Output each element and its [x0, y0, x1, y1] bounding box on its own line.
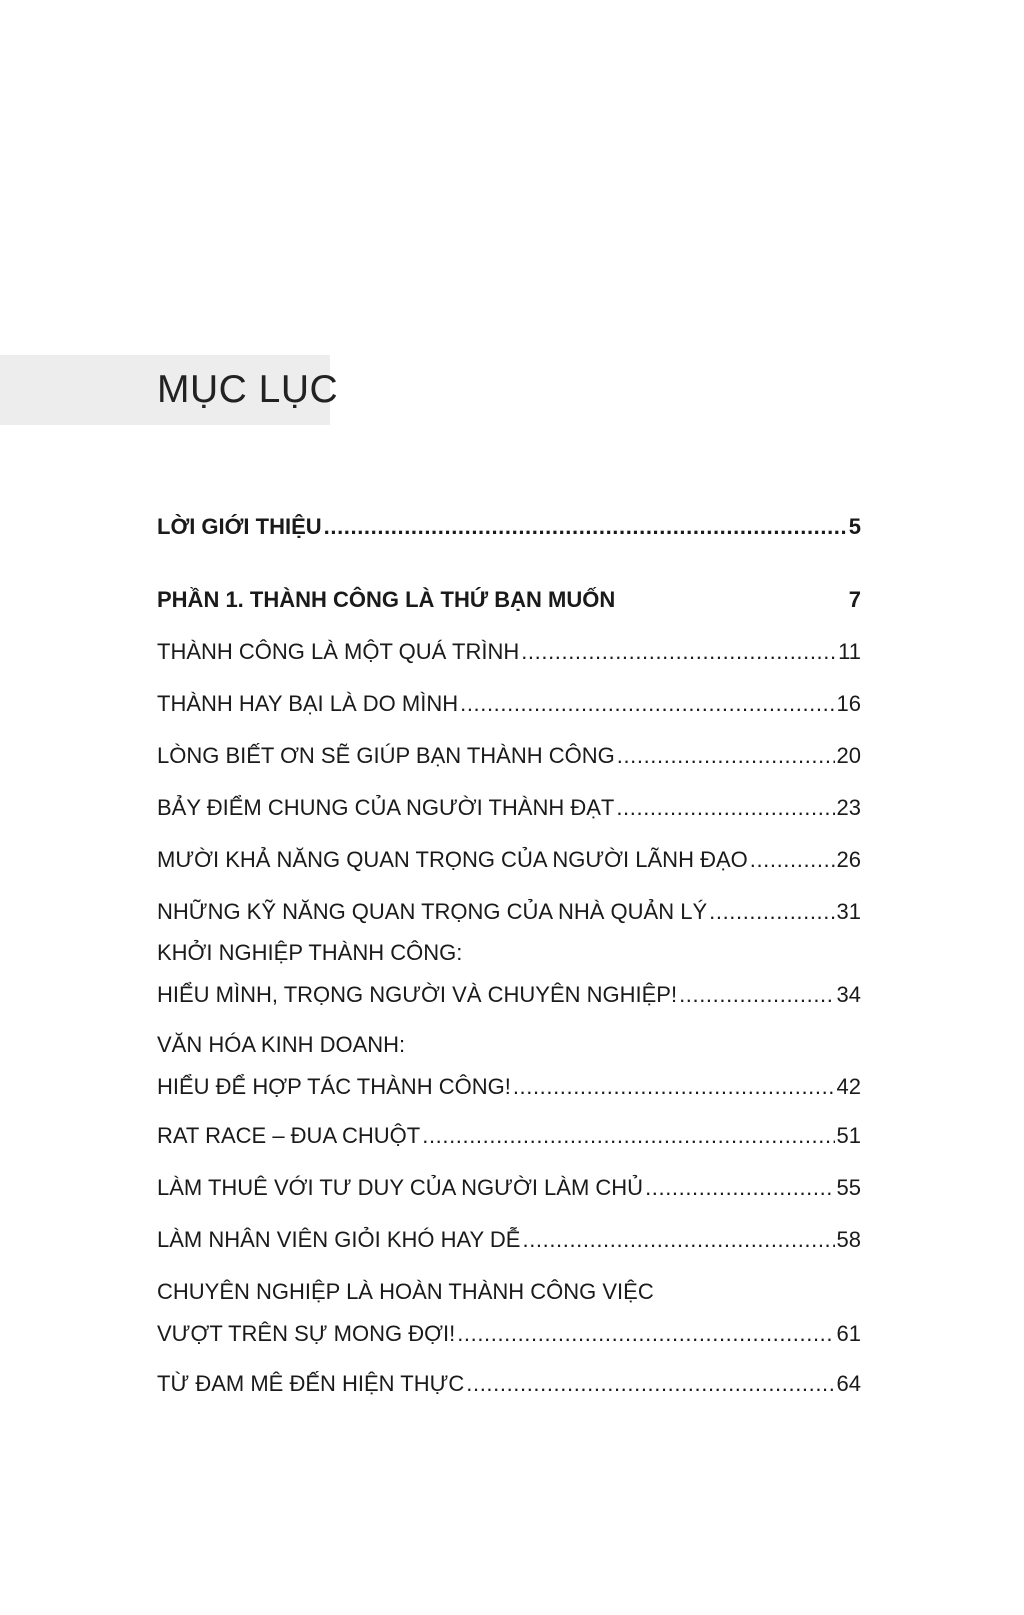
toc-dot-leader — [513, 1072, 835, 1102]
toc-entry-line — [157, 1369, 861, 1399]
toc-entry-line — [157, 1030, 861, 1060]
toc-entry[interactable] — [157, 1277, 861, 1349]
toc-page-number: 64 — [836, 1371, 861, 1396]
toc-entry[interactable] — [157, 741, 861, 771]
toc-page-number: 20 — [836, 743, 861, 768]
toc-entry-line — [157, 938, 861, 968]
toc-entry-title: LÒNG BIẾT ƠN SẼ GIÚP BẠN THÀNH CÔNG — [157, 743, 615, 768]
toc-dot-leader — [466, 1369, 834, 1399]
toc-entry-line — [157, 1277, 861, 1307]
toc-entry-title: THÀNH HAY BẠI LÀ DO MÌNH — [157, 691, 459, 716]
toc-dot-leader — [324, 512, 847, 542]
toc-entry-line — [157, 585, 861, 615]
toc-entry[interactable] — [157, 689, 861, 719]
toc-entry-title: TỪ ĐAM MÊ ĐẾN HIỆN THỰC — [157, 1371, 465, 1396]
toc-entry[interactable] — [157, 1030, 861, 1102]
toc-page-number: 31 — [836, 899, 861, 924]
toc-entry-title: LÀM NHÂN VIÊN GIỎI KHÓ HAY DỄ — [157, 1227, 521, 1252]
toc-dot-leader — [616, 793, 834, 823]
toc-entry[interactable] — [157, 1225, 861, 1255]
toc-entry-line — [157, 793, 861, 823]
page-title: MỤC LỤC — [157, 368, 339, 411]
toc-page-number: 11 — [838, 639, 861, 664]
toc-page-number: 5 — [848, 514, 861, 539]
toc-entry-line — [157, 1121, 861, 1151]
toc-page-number: 42 — [836, 1074, 861, 1099]
toc-entry-title: KHỞI NGHIỆP THÀNH CÔNG: — [157, 940, 463, 965]
toc-entry[interactable] — [157, 845, 861, 875]
toc-title-band — [0, 355, 339, 425]
toc-dot-leader — [709, 897, 834, 927]
toc-entry[interactable] — [157, 793, 861, 823]
toc-entry-title: LÀM THUÊ VỚI TƯ DUY CỦA NGƯỜI LÀM CHỦ — [157, 1175, 644, 1200]
toc-page-number: 26 — [836, 847, 861, 872]
toc-entry-line — [157, 980, 861, 1010]
toc-entry[interactable] — [157, 637, 861, 667]
toc-page-number: 58 — [836, 1227, 861, 1252]
toc-entry-line — [157, 689, 861, 719]
toc-entry[interactable] — [157, 585, 861, 615]
toc-page-number: 34 — [836, 982, 861, 1007]
toc-dot-leader — [679, 980, 834, 1010]
toc-entry-title: RAT RACE – ĐUA CHUỘT — [157, 1123, 421, 1148]
toc-entry-title: THÀNH CÔNG LÀ MỘT QUÁ TRÌNH — [157, 639, 520, 664]
toc-entry-line — [157, 1173, 861, 1203]
toc-entry[interactable] — [157, 512, 861, 542]
toc-entry-title: LỜI GIỚI THIỆU — [157, 514, 322, 539]
toc-page-number: 61 — [836, 1321, 861, 1346]
toc-entry-title: PHẦN 1. THÀNH CÔNG LÀ THỨ BẠN MUỐN — [157, 587, 616, 612]
toc-entry-line — [157, 512, 861, 542]
toc-entry-title: CHUYÊN NGHIỆP LÀ HOÀN THÀNH CÔNG VIỆC — [157, 1279, 654, 1304]
toc-entry-line — [157, 897, 861, 927]
toc-entry-title: NHỮNG KỸ NĂNG QUAN TRỌNG CỦA NHÀ QUẢN LÝ — [157, 899, 708, 924]
toc-entry[interactable] — [157, 1173, 861, 1203]
toc-page-number: 51 — [836, 1123, 861, 1148]
toc-dot-leader — [750, 845, 835, 875]
toc-entry[interactable] — [157, 1121, 861, 1151]
toc-dot-leader — [422, 1121, 834, 1151]
toc-entry-title: HIỂU ĐỂ HỢP TÁC THÀNH CÔNG! — [157, 1074, 511, 1099]
toc-entry-line — [157, 845, 861, 875]
toc-dot-leader — [645, 1173, 834, 1203]
toc-entry-title: VƯỢT TRÊN SỰ MONG ĐỢI! — [157, 1321, 456, 1346]
toc-entry-line — [157, 1225, 861, 1255]
toc-entry-title: HIỂU MÌNH, TRỌNG NGƯỜI VÀ CHUYÊN NGHIỆP! — [157, 982, 678, 1007]
toc-dot-leader — [522, 1225, 834, 1255]
toc-entry[interactable] — [157, 897, 861, 927]
toc-entry-title: BẢY ĐIỂM CHUNG CỦA NGƯỜI THÀNH ĐẠT — [157, 795, 615, 820]
toc-page-number: 55 — [836, 1175, 861, 1200]
toc-entry-line — [157, 1072, 861, 1102]
toc-entry-title: VĂN HÓA KINH DOANH: — [157, 1032, 406, 1057]
toc-entry-title: MƯỜI KHẢ NĂNG QUAN TRỌNG CỦA NGƯỜI LÃNH ĐẠO — [157, 847, 748, 872]
toc-entry-line — [157, 1319, 861, 1349]
toc-page-number: 16 — [836, 691, 861, 716]
toc-entry-line — [157, 637, 861, 667]
toc-page-number: 7 — [848, 587, 861, 612]
toc-entry[interactable] — [157, 938, 861, 1010]
toc-dot-leader — [617, 741, 835, 771]
toc-dot-leader — [460, 689, 834, 719]
toc-page-number: 23 — [836, 795, 861, 820]
toc-entry-line — [157, 741, 861, 771]
toc-dot-leader — [457, 1319, 834, 1349]
toc-dot-leader — [521, 637, 836, 667]
toc-entry[interactable] — [157, 1369, 861, 1399]
